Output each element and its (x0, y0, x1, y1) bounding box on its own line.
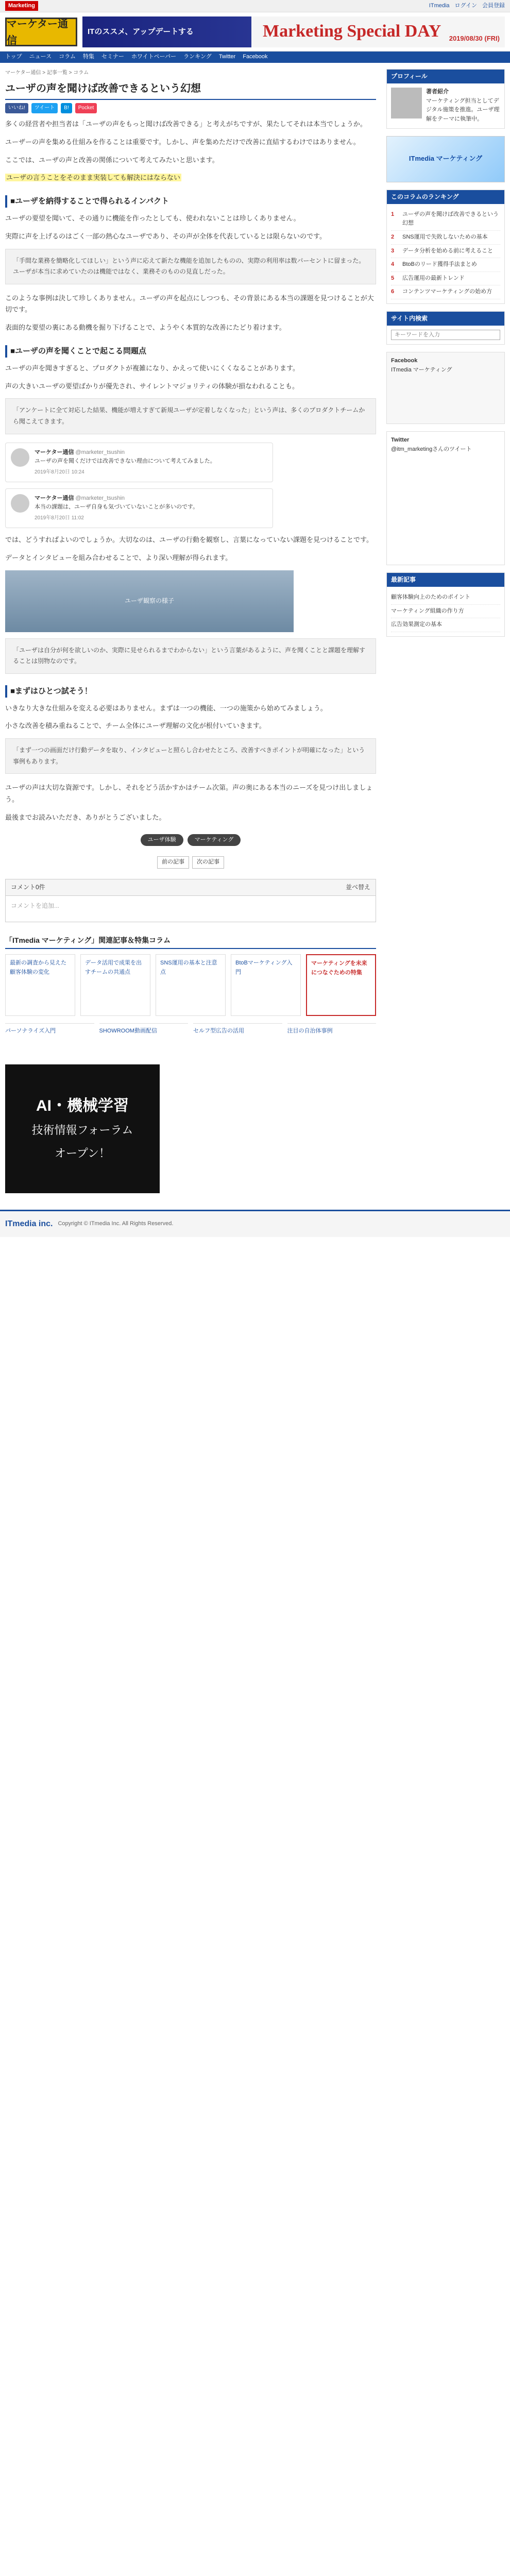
article-paragraph: 声の大きいユーザの要望ばかりが優先され、サイレントマジョリティの体験が損なわれることも。 (5, 382, 299, 390)
nav-item-news[interactable]: ニュース (29, 54, 52, 60)
nav-item-ranking[interactable]: ランキング (183, 54, 212, 60)
search-heading: サイト内検索 (387, 312, 504, 326)
article-body (5, 118, 376, 824)
site-footer (0, 1210, 510, 1237)
ranking-item[interactable]: 1 ユーザの声を聞けば改善できるという幻想 (391, 208, 500, 231)
tweet-text: ユーザの声を聞くだけでは改善できない理由について考えてみました。 (35, 458, 216, 465)
twitter-share-button[interactable]: ツイート (31, 103, 58, 113)
next-article-link[interactable]: 次の記事 (192, 856, 224, 869)
article-paragraph: ユーザーの声を集める仕組みを作ることは重要です。しかし、声を集めただけで改善に直結するわけではありません。 (5, 138, 360, 146)
related-item-feature[interactable]: マーケティングを未来につなぐための特集 (306, 954, 376, 1016)
quote-block: 「アンケートに全て対応した結果、機能が増えすぎて新規ユーザが定着しなくなった」という声は、多くのプロダクトチームから聞こえてきます。 (5, 398, 376, 434)
topbar-link-2[interactable]: 会員登録 (482, 2, 505, 9)
avatar (11, 494, 29, 513)
article-paragraph: ユーザの要望を聞いて、その通りに機能を作ったとしても、使われないことは珍しくありません。 (5, 214, 300, 222)
related-item[interactable]: 最新の調査から見えた顧客体験の変化 (5, 954, 75, 1016)
nav-item-facebook[interactable]: Facebook (243, 54, 268, 60)
highlight-span: ユーザの言うことをそのまま実装しても解決にはならない (6, 174, 181, 182)
article-paragraph: 多くの経営者や担当者は「ユーザの声をもっと聞けば改善できる」と考えがちですが、果たしてそれは本当でしょうか。 (5, 120, 367, 128)
tag-button[interactable]: マーケティング (188, 834, 241, 846)
related-grid (5, 954, 376, 1016)
ranking-box (386, 190, 505, 304)
related-item[interactable]: データ活用で成果を出すチームの共通点 (80, 954, 150, 1016)
nav-item-top[interactable]: トップ (5, 54, 22, 60)
search-input[interactable] (391, 330, 500, 340)
ranking-item[interactable]: 3 データ分析を始める前に考えること (391, 245, 500, 259)
footer-logo[interactable]: ITmedia inc. (5, 1219, 53, 1229)
sidebar-banner[interactable]: ITmedia マーケティング (386, 136, 505, 182)
comment-sort-select[interactable]: 並べ替え (345, 883, 370, 891)
twitter-widget-text: @itm_marketingさんのツイート (391, 446, 472, 452)
topbar-link-0[interactable]: ITmedia (429, 2, 450, 9)
topbar-link-1[interactable]: ログイン (454, 2, 477, 9)
latest-box (386, 572, 505, 637)
nav-item-twitter[interactable]: Twitter (218, 54, 236, 60)
ranking-item[interactable]: 4 BtoBのリード獲得手法まとめ (391, 258, 500, 272)
pocket-button[interactable]: Pocket (75, 103, 97, 113)
embedded-tweet[interactable] (5, 488, 273, 528)
author-photo (391, 88, 422, 118)
article-paragraph: 表面的な要望の裏にある動機を掘り下げることで、ようやく本質的な改善にたどり着けます。 (5, 324, 286, 332)
tag-button[interactable]: ユーザ体験 (141, 834, 183, 846)
quote-block: 「手間な業務を簡略化してほしい」という声に応えて新たな機能を追加したものの、実際の利用率は数パーセントに留まった。ユーザが本当に求めていたのは機能ではなく、業務そのものの見直しだった。 (5, 249, 376, 284)
section-heading: ■まずはひとつ試そう！ (5, 685, 376, 698)
photo-caption: ユーザ観察の様子 (124, 597, 174, 604)
author-bio: マーケティング担当としてデジタル施策を推進。ユーザ理解をテーマに執筆中。 (426, 97, 500, 122)
article-paragraph: ユーザの声を聞きすぎると、プロダクトが複雑になり、かえって使いにくくなることがあります。 (5, 364, 299, 372)
ad-line2: 技術情報フォーラム (31, 1123, 133, 1137)
search-box (386, 311, 505, 345)
facebook-widget-heading: Facebook (391, 358, 418, 364)
latest-item[interactable]: 広告効果測定の基本 (391, 618, 500, 632)
header-ad-banner[interactable] (82, 16, 505, 47)
banner-left-text: ITのススメ、アップデートする (88, 27, 194, 36)
related-item[interactable]: SNS運用の基本と注意点 (156, 954, 226, 1016)
ad-line1: AI・機械学習 (36, 1097, 129, 1114)
banner-date: 2019/08/30 (FRI) (449, 34, 500, 42)
main-nav (0, 52, 510, 63)
social-share-row (5, 103, 376, 113)
tweet-author-name: マーケター通信 (35, 449, 74, 455)
article-tags (5, 834, 376, 846)
comment-bar (6, 879, 376, 896)
bottom-link[interactable]: 注目の自治体事例 (287, 1023, 377, 1054)
facebook-share-button[interactable]: いいね! (5, 103, 28, 113)
article-paragraph: ここでは、ユーザの声と改善の関係について考えてみたいと思います。 (5, 156, 219, 164)
footer-copyright: Copyright © ITmedia Inc. All Rights Reserved. (58, 1221, 174, 1227)
related-heading: 「ITmedia マーケティング」関連記事＆特集コラム (5, 933, 376, 949)
facebook-widget-text: ITmedia マーケティング (391, 366, 452, 373)
nav-item-whitepaper[interactable]: ホワイトペーパー (131, 54, 177, 60)
bottom-links (5, 1023, 376, 1054)
avatar (11, 448, 29, 467)
related-item[interactable]: BtoBマーケティング入門 (231, 954, 301, 1016)
article-paragraph: ユーザの声は大切な資源です。しかし、それをどう活かすかはチーム次第。声の奥にある本当のニーズを見つけ出しましょう。 (5, 784, 373, 804)
site-header (0, 12, 510, 52)
site-logo[interactable]: マーケター通信 (5, 18, 77, 46)
comment-section (5, 879, 376, 922)
article-paragraph: 小さな改善を積み重ねることで、チーム全体にユーザ理解の文化が根付いていきます。 (5, 722, 266, 730)
tweet-author-handle: @marketer_tsushin (75, 495, 125, 501)
hatena-bookmark-button[interactable]: B! (61, 103, 72, 113)
highlight-text (5, 172, 376, 184)
profile-box (386, 69, 505, 129)
article-title: ユーザの声を聞けば改善できるという幻想 (5, 80, 376, 100)
prev-article-link[interactable]: 前の記事 (157, 856, 189, 869)
breadcrumb[interactable]: マーケター通信 > 記事一覧 > コラム (5, 70, 89, 76)
section-heading: ■ユーザの声を聞くことで起こる問題点 (5, 345, 376, 358)
latest-heading: 最新記事 (387, 573, 504, 587)
latest-item[interactable]: 顧客体験向上のためのポイント (391, 591, 500, 605)
ranking-item[interactable]: 2 SNS運用で失敗しないための基本 (391, 231, 500, 245)
nav-item-feature[interactable]: 特集 (83, 54, 95, 60)
article-pager (5, 856, 376, 869)
tweet-timestamp: 2019年8月20日 10:24 (35, 469, 84, 475)
article-paragraph: 最後までお読みいただき、ありがとうございました。 (5, 813, 166, 821)
embedded-tweet[interactable] (5, 443, 273, 482)
nav-item-column[interactable]: コラム (59, 54, 76, 60)
bottom-link[interactable]: セルフ型広告の活用 (193, 1023, 282, 1054)
latest-item[interactable]: マーケティング組織の作り方 (391, 605, 500, 619)
bottom-link[interactable]: SHOWROOM動画配信 (99, 1023, 189, 1054)
article-paragraph: いきなり大きな仕組みを変える必要はありません。まずは一つの機能、一つの施策から始めてみましょう。 (5, 704, 327, 712)
tweet-author-name: マーケター通信 (35, 495, 74, 501)
bottom-link[interactable]: パーソナライズ入門 (5, 1023, 94, 1054)
article-photo (5, 570, 294, 632)
main-column (5, 69, 376, 1204)
ranking-item[interactable]: 6 コンテンツマーケティングの始め方 (391, 285, 500, 299)
comment-count: コメント0件 (11, 883, 45, 891)
tweet-author-handle: @marketer_tsushin (75, 449, 125, 455)
bottom-ad[interactable] (5, 1064, 160, 1193)
comment-input[interactable]: コメントを追加... (11, 902, 60, 909)
nav-item-seminar[interactable]: セミナー (101, 54, 125, 60)
article-paragraph: データとインタビューを組み合わせることで、より深い理解が得られます。 (5, 553, 232, 562)
banner-right-text: Marketing Special DAY (263, 22, 441, 41)
twitter-widget-heading: Twitter (391, 437, 410, 444)
profile-heading: プロフィール (387, 70, 504, 83)
ad-line3: オープン！ (54, 1146, 111, 1160)
ranking-item[interactable]: 5 広告運用の最新トレンド (391, 272, 500, 286)
article-paragraph: では、どうすればよいのでしょうか。大切なのは、ユーザの行動を観察し、言葉になっていない課題を見つけることです。 (5, 536, 373, 544)
site-tag[interactable]: Marketing (5, 1, 38, 11)
author-name: 著者紹介 (426, 89, 449, 95)
top-utility-bar (0, 0, 510, 12)
article-paragraph: 実際に声を上げるのはごく一部の熱心なユーザであり、その声が全体を代表しているとは限らないのです。 (5, 232, 326, 240)
tweet-timestamp: 2019年8月20日 11:02 (35, 515, 84, 521)
quote-block: 「まず一つの画面だけ行動データを取り、インタビューと照らし合わせたところ、改善すべきポイントが明確になった」という事例もあります。 (5, 738, 376, 774)
ranking-heading: このコラムのランキング (387, 190, 504, 204)
tweet-text: 本当の課題は、ユーザ自身も気づいていないことが多いのです。 (35, 504, 199, 511)
twitter-widget[interactable] (386, 431, 505, 565)
facebook-widget[interactable] (386, 352, 505, 424)
sidebar (386, 69, 505, 1204)
article-paragraph: このような事例は決して珍しくありません。ユーザの声を起点にしつつも、その背景にある本当の課題を見つけることが大切です。 (5, 294, 374, 314)
quote-block: 「ユーザは自分が何を欲しいのか、実際に見せられるまでわからない」という言葉があるように、声を聞くことと課題を理解することは別物なのです。 (5, 638, 376, 674)
section-heading: ■ユーザを納得することで得られるインパクト (5, 195, 376, 208)
